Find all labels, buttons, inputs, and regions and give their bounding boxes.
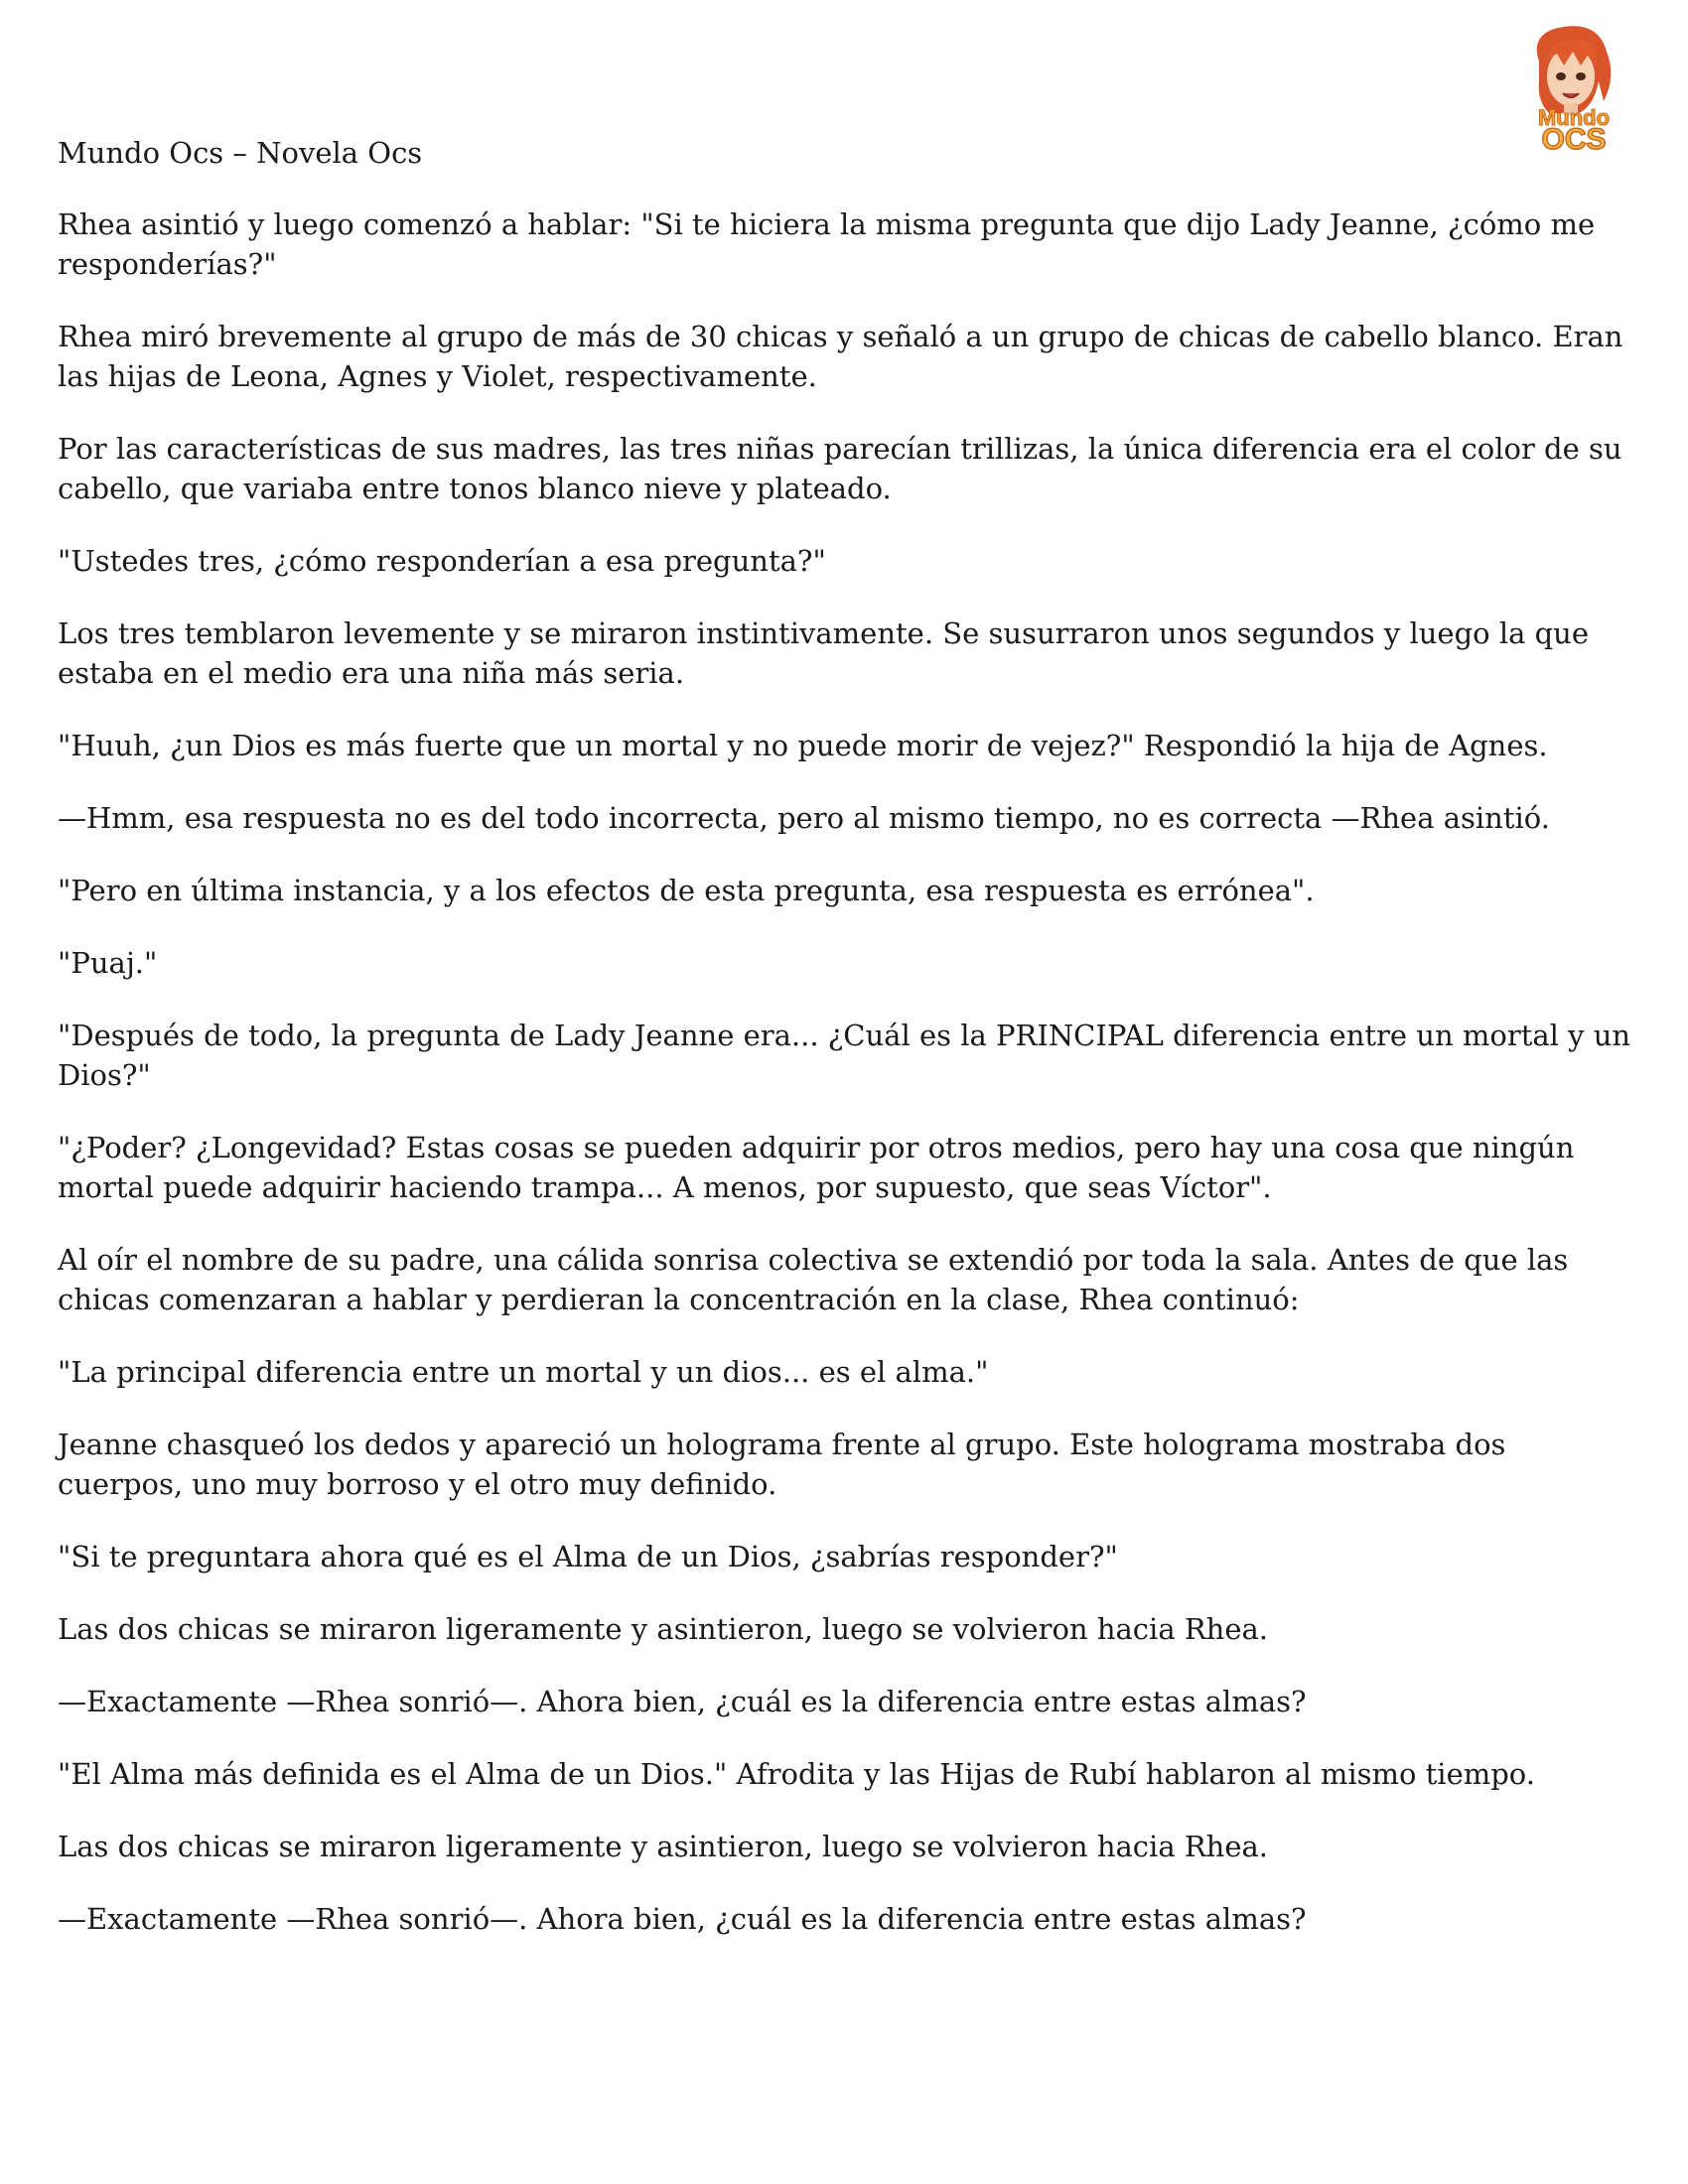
paragraph: Rhea miró brevemente al grupo de más de 30 chicas y señaló a un grupo de chicas de cabello blanco. Eran las hijas de Leona, Agnes y Violet, respectivamente. xyxy=(58,320,1623,393)
paragraph: Rhea asintió y luego comenzó a hablar: "Si te hiciera la misma pregunta que dijo Lady Jeanne, ¿cómo me responderías?" xyxy=(58,207,1596,281)
paragraph: Las dos chicas se miraron ligeramente y asintieron, luego se volvieron hacia Rhea. xyxy=(58,1612,1269,1646)
paragraph: "El Alma más definida es el Alma de un Dios." Afrodita y las Hijas de Rubí hablaron al mismo tiempo. xyxy=(58,1757,1535,1791)
paragraph: "Huuh, ¿un Dios es más fuerte que un mortal y no puede morir de vejez?" Respondió la hija de Agnes. xyxy=(58,729,1548,762)
paragraph: "Si te preguntara ahora qué es el Alma de un Dios, ¿sabrías responder?" xyxy=(58,1540,1118,1573)
paragraph: —Exactamente —Rhea sonrió—. Ahora bien, ¿cuál es la diferencia entre estas almas? xyxy=(58,1902,1307,1936)
paragraph: "Puaj." xyxy=(58,946,158,980)
paragraph: Los tres temblaron levemente y se miraron instintivamente. Se susurraron unos segundos y luego la que estaba en el medio era una niña más seria. xyxy=(58,616,1589,690)
anime-girl-logo-icon xyxy=(1509,22,1638,156)
paragraph: —Exactamente —Rhea sonrió—. Ahora bien, ¿cuál es la diferencia entre estas almas? xyxy=(58,1685,1307,1718)
logo-text-ocs: OCS xyxy=(1541,123,1607,156)
page-header-title: Mundo Ocs – Novela Ocs xyxy=(58,136,423,170)
paragraph: "¿Poder? ¿Longevidad? Estas cosas se pueden adquirir por otros medios, pero hay una cosa que ningún mortal puede adquirir haciendo trampa... A menos, por supuesto, que seas Víctor". xyxy=(58,1131,1575,1204)
novel-text-body xyxy=(58,205,1636,1972)
paragraph: Jeanne chasqueó los dedos y apareció un holograma frente al grupo. Este holograma mostraba dos cuerpos, uno muy borroso y el otro muy definido. xyxy=(58,1428,1506,1501)
paragraph: "Pero en última instancia, y a los efectos de esta pregunta, esa respuesta es errónea". xyxy=(58,874,1315,907)
paragraph: "Después de todo, la pregunta de Lady Jeanne era... ¿Cuál es la PRINCIPAL diferencia entre un mortal y un Dios?" xyxy=(58,1019,1631,1092)
paragraph: Al oír el nombre de su padre, una cálida sonrisa colectiva se extendió por toda la sala. Antes de que las chicas comenzaran a hablar y perdieran la concentración en la clase, Rhea continuó: xyxy=(58,1243,1569,1316)
paragraph: "Ustedes tres, ¿cómo responderían a esa pregunta?" xyxy=(58,544,826,578)
logo-text-mundo: Mundo xyxy=(1537,105,1611,130)
paragraph: Las dos chicas se miraron ligeramente y asintieron, luego se volvieron hacia Rhea. xyxy=(58,1830,1269,1863)
mundo-ocs-logo xyxy=(1509,22,1638,156)
paragraph: "La principal diferencia entre un mortal y un dios... es el alma." xyxy=(58,1355,989,1389)
paragraph: Por las características de sus madres, las tres niñas parecían trillizas, la única diferencia era el color de su cabello, que variaba entre tonos blanco nieve y plateado. xyxy=(58,432,1622,505)
paragraph: —Hmm, esa respuesta no es del todo incorrecta, pero al mismo tiempo, no es correcta —Rhea asintió. xyxy=(58,801,1550,835)
